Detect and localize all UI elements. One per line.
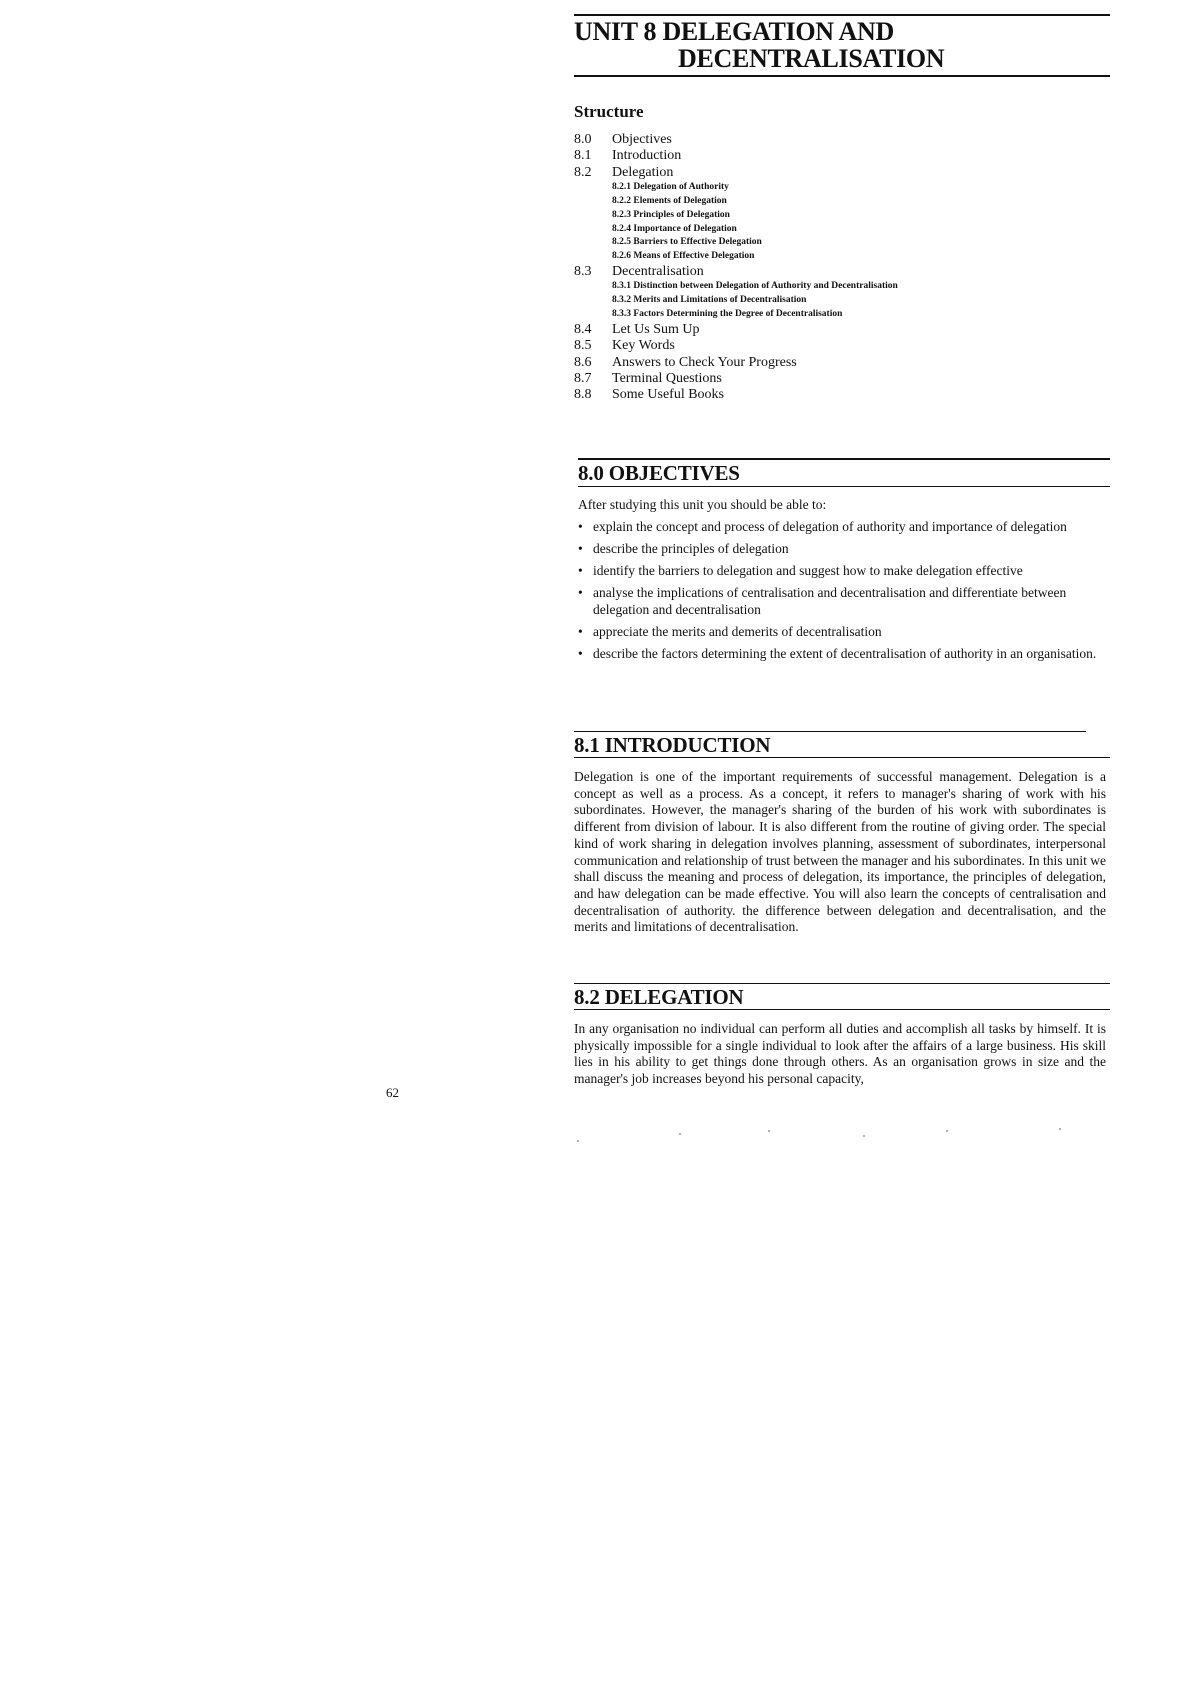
objectives-intro: After studying this unit you should be able to: [578, 497, 827, 512]
toc-subitem: 8.2.5 Barriers to Effective Delegation [612, 237, 762, 248]
toc-item-number: 8.7 [574, 370, 592, 386]
toc-item-label: Let Us Sum Up [612, 321, 700, 337]
structure-heading: Structure [574, 102, 644, 121]
objective-text: describe the factors determining the extent of decentralisation of authority in an organisation. [593, 646, 1097, 661]
objectives-bottom-rule [578, 486, 1110, 487]
objective-item [578, 540, 1098, 557]
bullet-icon: • [578, 563, 583, 578]
scan-speck [577, 1140, 579, 1142]
toc-item [574, 148, 1134, 164]
unit-title-line2: DECENTRALISATION [678, 44, 945, 73]
bullet-icon: • [578, 519, 583, 534]
delegation-top-rule [574, 983, 1110, 984]
toc-item-label: Delegation [612, 164, 674, 180]
bullet-icon: • [578, 585, 583, 600]
toc-item [574, 387, 1134, 403]
toc-item [574, 355, 1134, 371]
toc-item [574, 165, 1134, 181]
delegation-heading: 8.2 DELEGATION [574, 985, 744, 1009]
toc-item-number: 8.5 [574, 338, 592, 354]
toc-item-number: 8.3 [574, 263, 592, 279]
objectives-top-rule [578, 458, 1110, 460]
objectives-list [578, 518, 1098, 667]
toc-item [574, 132, 1134, 148]
toc-subitem: 8.3.2 Merits and Limitations of Decentralisation [612, 295, 807, 306]
objective-item [578, 645, 1098, 662]
scan-speck [768, 1130, 770, 1132]
toc-subitem: 8.2.3 Principles of Delegation [612, 209, 730, 220]
objective-text: identify the barriers to delegation and suggest how to make delegation effective [593, 563, 1023, 578]
title-underline [574, 75, 1110, 77]
toc-item-number: 8.4 [574, 321, 592, 337]
bullet-icon: • [578, 624, 583, 639]
objectives-heading: 8.0 OBJECTIVES [578, 461, 740, 485]
objective-text: describe the principles of delegation [593, 541, 789, 556]
toc-subitem: 8.2.2 Elements of Delegation [612, 195, 727, 206]
page-number: 62 [386, 1085, 399, 1100]
toc-item [574, 371, 1134, 387]
delegation-paragraph: In any organisation no individual can perform all duties and accomplish all tasks by himself. It is physically impossible for a single individual to look after the affairs of a large business. His skill lies in his ability to get things done through others. As an organisation grows in size and the manager's job increases beyond his personal capacity, [574, 1021, 1106, 1087]
toc-item-label: Introduction [612, 148, 682, 164]
toc-item [574, 264, 1134, 280]
toc-item-label: Decentralisation [612, 263, 704, 279]
toc-item [574, 322, 1134, 338]
objective-item [578, 623, 1098, 640]
introduction-top-rule [574, 731, 1086, 732]
unit-title [574, 18, 1114, 72]
toc-item-number: 8.8 [574, 387, 592, 403]
toc-item-label: Terminal Questions [612, 370, 722, 386]
objective-text: appreciate the merits and demerits of decentralisation [593, 624, 882, 639]
toc-item-label: Answers to Check Your Progress [612, 354, 797, 370]
top-rule [574, 14, 1110, 16]
toc-item-label: Objectives [612, 132, 672, 147]
scan-speck [679, 1133, 681, 1135]
scan-speck [946, 1130, 948, 1132]
toc-subitem: 8.2.1 Delegation of Authority [612, 182, 729, 193]
objective-text: explain the concept and process of delegation of authority and importance of delegation [593, 519, 1067, 534]
toc-item-number: 8.2 [574, 164, 592, 180]
toc-item [574, 338, 1134, 354]
toc-subitem: 8.3.3 Factors Determining the Degree of Decentralisation [612, 308, 843, 319]
toc-subitem: 8.2.6 Means of Effective Delegation [612, 251, 755, 262]
introduction-bottom-rule [574, 757, 1110, 758]
toc-item-label: Key Words [612, 338, 675, 354]
toc-item-label: Some Useful Books [612, 387, 724, 403]
bullet-icon: • [578, 646, 583, 661]
introduction-heading: 8.1 INTRODUCTION [574, 733, 771, 757]
introduction-paragraph: Delegation is one of the important requirements of successful management. Delegation is a concept as well as a process. As a concept, it refers to manager's sharing of work with his subordinates. However, the manager's sharing of the burden of his work with subordinates is different from division of labour. It is also different from the routine of giving order. The special kind of work sharing in delegation involves planning, assessment of subordinates, interpersonal communication and relationship of trust between the manager and his subordinates. In this unit we shall discuss the meaning and process of delegation, its importance, the principles of delegation, and haw delegation can be made effective. You will also learn the concepts of centralisation and decentralisation of authority. the difference between delegation and decentralisation, and the merits and limitations of decentralisation. [574, 769, 1106, 935]
toc-item-number: 8.0 [574, 132, 592, 147]
objective-item [578, 584, 1098, 618]
unit-title-line1: UNIT 8 DELEGATION AND [574, 17, 894, 46]
objective-text: analyse the implications of centralisation and decentralisation and differentiate between delegation and decentralisation [593, 585, 1067, 617]
scan-speck [863, 1135, 865, 1137]
toc-item-number: 8.6 [574, 354, 592, 370]
toc-subitem: 8.2.4 Importance of Delegation [612, 223, 737, 234]
delegation-bottom-rule [574, 1009, 1110, 1010]
objective-item [578, 518, 1098, 535]
toc-item-number: 8.1 [574, 148, 592, 164]
scan-speck [1059, 1128, 1061, 1130]
toc-subitem: 8.3.1 Distinction between Delegation of Authority and Decentralisation [612, 281, 898, 292]
objective-item [578, 562, 1098, 579]
table-of-contents [574, 132, 1134, 404]
bullet-icon: • [578, 541, 583, 556]
